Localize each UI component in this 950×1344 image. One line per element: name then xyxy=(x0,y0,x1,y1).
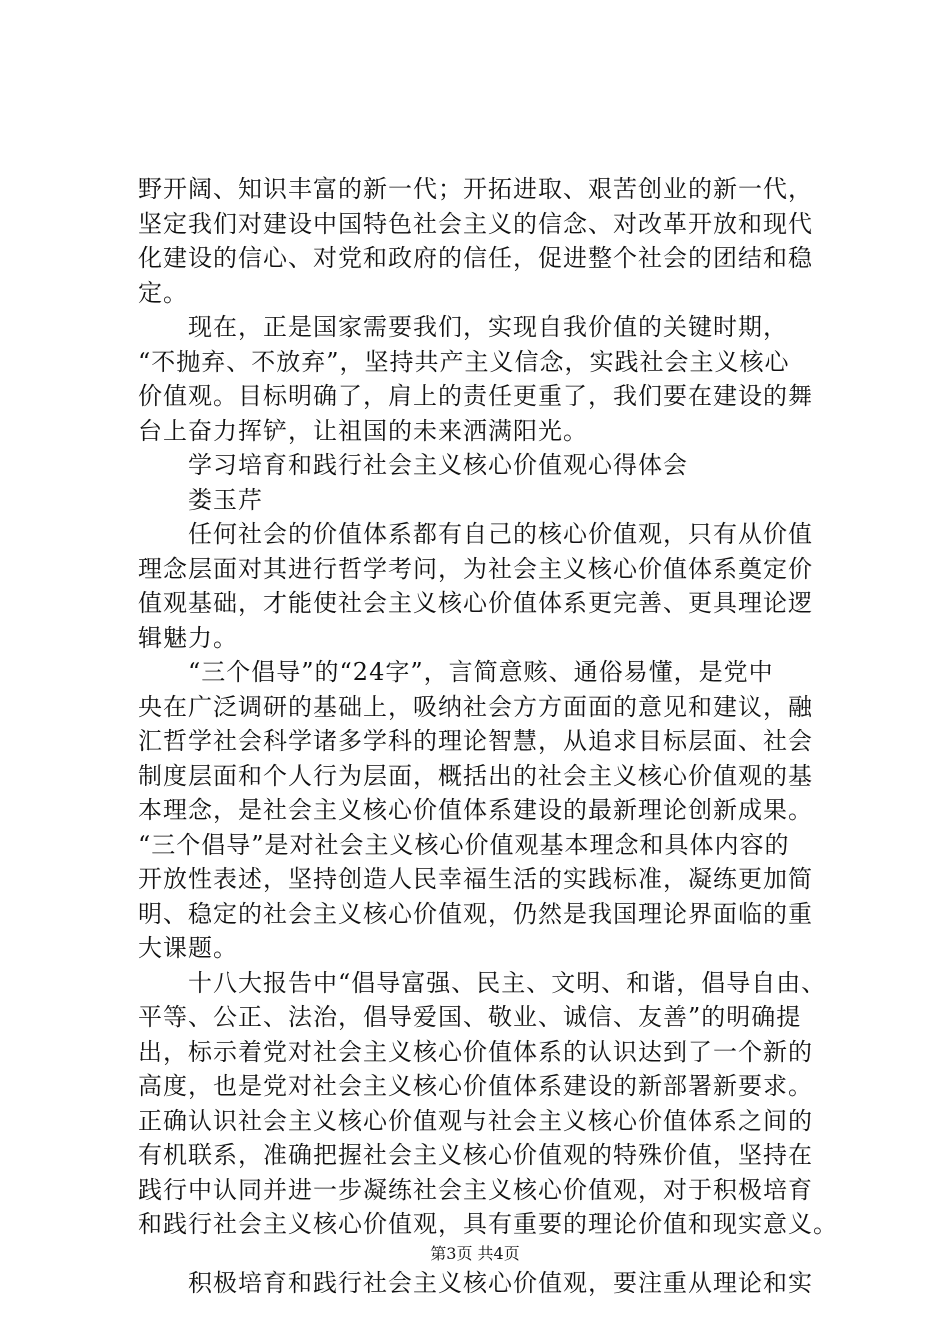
text-line: 出，标示着党对社会主义核心价值体系的认识达到了一个新的 xyxy=(138,1037,813,1066)
text-line: 平等、公正、法治，倡导爱国、敬业、诚信、友善”的明确提 xyxy=(138,1003,802,1031)
text-line: 高度，也是党对社会主义核心价值体系建设的新部署新要求。 xyxy=(138,1072,813,1100)
text-line: 值观基础，才能使社会主义核心价值体系更完善、更具理论逻 xyxy=(138,589,813,617)
text-line: 现在，正是国家需要我们，实现自我价值的关键时期， xyxy=(138,313,788,341)
section-title: 学习培育和践行社会主义核心价值观心得体会 xyxy=(138,451,688,479)
text-line: 野开阔、知识丰富的新一代；开拓进取、艰苦创业的新一代， xyxy=(138,175,813,203)
document-body xyxy=(138,172,838,1300)
text-line: 开放性表述，坚持创造人民幸福生活的实践标准，凝练更加简 xyxy=(138,865,813,893)
text-line: 制度层面和个人行为层面，概括出的社会主义核心价值观的基 xyxy=(138,761,813,790)
text-line: 定。 xyxy=(138,278,188,307)
text-line: 央在广泛调研的基础上，吸纳社会方方面面的意见和建议，融 xyxy=(138,692,813,721)
text-line: 践行中认同并进一步凝练社会主义核心价值观，对于积极培育 xyxy=(138,1175,813,1204)
text-line: “三个倡导”的“24字”，言简意赅、通俗易懂，是党中 xyxy=(138,658,774,686)
text-line: 本理念，是社会主义核心价值体系建设的最新理论创新成果。 xyxy=(138,796,813,824)
text-line: “不抛弃、不放弃”，坚持共产主义信念，实践社会主义核心 xyxy=(138,347,790,376)
author-name: 娄玉芹 xyxy=(138,485,263,514)
text-line: 有机联系，准确把握社会主义核心价值观的特殊价值，坚持在 xyxy=(138,1141,813,1169)
text-line: 价值观。目标明确了，肩上的责任更重了，我们要在建设的舞 xyxy=(138,382,813,410)
text-line: 大课题。 xyxy=(138,934,238,962)
text-line: 和践行社会主义核心价值观，具有重要的理论价值和现实意义。 xyxy=(138,1210,838,1238)
text-line: 积极培育和践行社会主义核心价值观，要注重从理论和实 xyxy=(138,1268,813,1297)
text-line: 任何社会的价值体系都有自己的核心价值观，只有从价值 xyxy=(138,520,813,548)
text-line: 辑魅力。 xyxy=(138,623,238,652)
text-line: 化建设的信心、对党和政府的信任，促进整个社会的团结和稳 xyxy=(138,244,813,272)
text-line: “三个倡导”是对社会主义核心价值观基本理念和具体内容的 xyxy=(138,830,790,859)
page-number: 第3页 共4页 xyxy=(430,1244,520,1263)
text-line: 台上奋力挥铲，让祖国的未来洒满阳光。 xyxy=(138,416,588,445)
text-line: 正确认识社会主义核心价值观与社会主义核心价值体系之间的 xyxy=(138,1106,813,1135)
text-line: 理念层面对其进行哲学考问，为社会主义核心价值体系奠定价 xyxy=(138,554,813,583)
text-line: 明、稳定的社会主义核心价值观，仍然是我国理论界面临的重 xyxy=(138,899,813,928)
text-line: 汇哲学社会科学诸多学科的理论智慧，从追求目标层面、社会 xyxy=(138,727,813,755)
text-line: 坚定我们对建设中国特色社会主义的信念、对改革开放和现代 xyxy=(138,209,813,238)
text-line: 十八大报告中“倡导富强、民主、文明、和谐，倡导自由、 xyxy=(138,968,827,997)
